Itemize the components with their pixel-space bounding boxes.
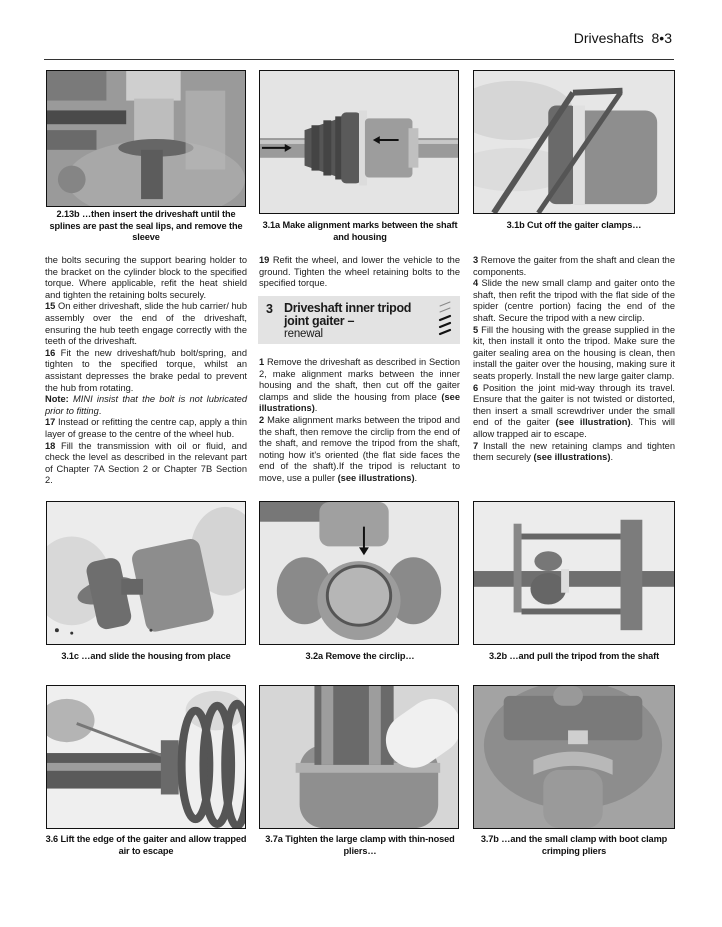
photo-3-7a (259, 685, 459, 829)
photo-3-1a (259, 70, 459, 214)
spanner-difficulty-icon (438, 300, 452, 340)
caption-3-6: 3.6 Lift the edge of the gaiter and allow trapped air to escape (45, 834, 247, 856)
paragraph-3: 3 Remove the gaiter from the shaft and clean the components. (473, 255, 675, 277)
see-illustrations-ref: (see illustrations) (337, 472, 415, 483)
photo-3-1c (46, 501, 246, 645)
section-heading-box (258, 296, 460, 344)
section-number: 3 (266, 302, 273, 316)
photo-3-2a (259, 501, 459, 645)
caption-3-7b: 3.7b …and the small clamp with boot clamp crimping pliers (480, 834, 668, 856)
paragraph-5: 5 Fill the housing with the grease supplied in the kit, then install it onto the tripod. Make sure the gaiter sealing area on the housing is clean, then install the gaiter over the housing, making sure it seats properly. Install the new large gaiter clamp. (473, 324, 675, 381)
paragraph-1: 1 Remove the driveshaft as described in Section 2, make alignment marks between the inner housing and the shaft, then cut off the gaiter clamps and slide the housing from place (see illustrations). (259, 357, 460, 414)
paragraph-4: 4 Slide the new small clamp and gaiter onto the shaft, then refit the tripod with the flat side of the spider (centre portion) facing the end of the shaft. Secure the tripod with a new circlip. (473, 278, 675, 323)
photo-3-1b (473, 70, 675, 214)
caption-3-1c: 3.1c …and slide the housing from place (61, 651, 231, 661)
paragraph-18: 18 Fill the transmission with oil or fluid, and check the level as described in the relevant part of Chapter 7A Section 2 or Chapter 7B Section 2. (45, 440, 247, 486)
see-illustration-ref: (see illustration) (555, 417, 631, 428)
photo-2-13b (46, 70, 246, 207)
paragraph-continued: the bolts securing the support bearing holder to the bracket on the cylinder block to the specified torque. Where applicable, refit the heat shield and tighten the retaining bolts securely. (45, 255, 247, 300)
paragraph-16: 16 Fit the new driveshaft/hub bolt/spring, and tighten to the specified torque, whilst an assistant depresses the brake pedal to prevent the hub from rotating. (45, 347, 247, 393)
paragraph-19: 19 Refit the wheel, and lower the vehicle to the ground. Tighten the wheel retaining bolts to the specified torque. (259, 255, 460, 289)
caption-3-2b: 3.2b …and pull the tripod from the shaft (488, 651, 660, 661)
section-subtitle: renewal (284, 328, 323, 340)
paragraph-6: 6 Position the joint mid-way through its travel. Ensure that the gaiter is not twisted or distorted, then insert a small screwdriver under the small end of the gaiter (see illustration). This will allow trapped air to escape. (473, 382, 675, 439)
text-column-2 (259, 255, 460, 290)
text-column-1 (45, 255, 247, 487)
caption-3-1a: 3.1a Make alignment marks between the shaft and housing (262, 220, 458, 242)
section-title: Driveshaft inner tripod joint gaiter – (284, 301, 412, 328)
page-number: 8•3 (651, 30, 672, 46)
text-column-2-cont (259, 357, 460, 485)
paragraph-2: 2 Make alignment marks between the tripod and the shaft, then remove the circlip from the end of the shaft, and remove the tripod from the shaft, noting how it's oriented (the flat side faces the end of the shaft).If the tripod is reluctant to move, use a puller (see illustrations). (259, 414, 460, 483)
see-illustrations-ref: (see illustrations) (259, 391, 460, 414)
header-rule (44, 59, 674, 60)
caption-2-13b: 2.13b …then insert the driveshaft until the splines are past the seal lips, and remove the sleeve (49, 209, 243, 242)
see-illustrations-ref: (see illustrations) (533, 452, 611, 463)
photo-3-6 (46, 685, 246, 829)
paragraph-7: 7 Install the new retaining clamps and tighten them securely (see illustrations). (473, 440, 675, 463)
paragraph-17: 17 Instead or refitting the centre cap, apply a thin layer of grease to the centre of the wheel hub. (45, 417, 247, 439)
photo-3-7b (473, 685, 675, 829)
caption-3-2a: 3.2a Remove the circlip… (305, 651, 415, 661)
note: Note: MINI insist that the bolt is not lubricated prior to fitting. (45, 394, 247, 416)
running-header (574, 30, 672, 46)
chapter-title: Driveshafts (573, 30, 644, 46)
photo-3-2b (473, 501, 675, 645)
text-column-3 (473, 255, 675, 464)
caption-3-7a: 3.7a Tighten the large clamp with thin-nosed pliers… (265, 834, 455, 856)
caption-3-1b: 3.1b Cut off the gaiter clamps… (506, 220, 642, 230)
paragraph-15: 15 On either driveshaft, slide the hub carrier/ hub assembly over the end of the driveshaft, ensuring the hub teeth engage correctly with the teeth of the driveshaft. (45, 301, 247, 347)
